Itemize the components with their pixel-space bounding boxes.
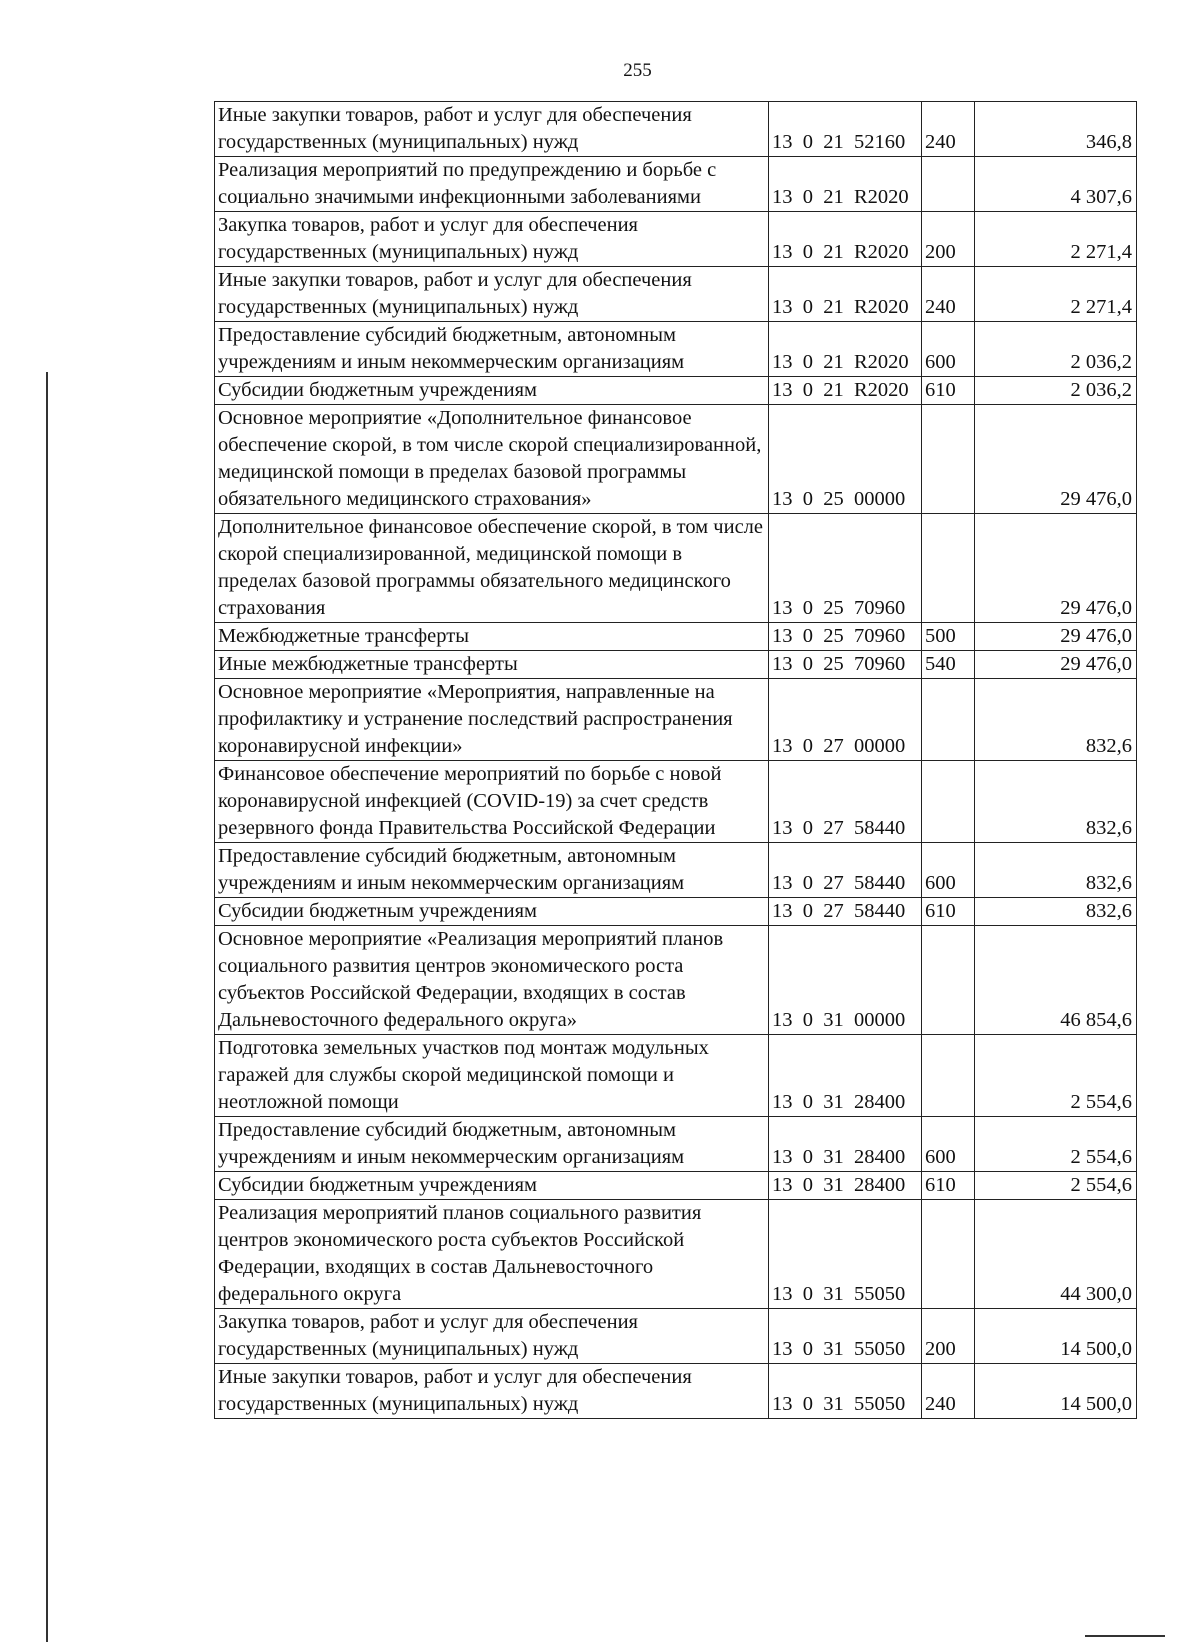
row-amount-cell: 2 271,4 (975, 267, 1137, 322)
row-expense-type-cell: 600 (922, 1117, 975, 1172)
row-name-cell: Дополнительное финансовое обеспечение скорой, в том числе скорой специализированной, медицинской помощи в пределах базовой программы обязательного медицинского страхования (215, 514, 769, 623)
table-row (215, 157, 1137, 212)
row-amount-cell: 2 554,6 (975, 1117, 1137, 1172)
row-amount-cell: 832,6 (975, 898, 1137, 926)
row-expense-type-cell (922, 679, 975, 761)
row-name-cell: Предоставление субсидий бюджетным, автономным учреждениям и иным некоммерческим организациям (215, 843, 769, 898)
row-amount-cell: 2 036,2 (975, 322, 1137, 377)
row-expense-type-cell: 610 (922, 898, 975, 926)
row-amount-cell: 29 476,0 (975, 514, 1137, 623)
row-amount-cell: 4 307,6 (975, 157, 1137, 212)
row-code-cell: 13 0 31 55050 (769, 1200, 922, 1309)
row-code-cell: 13 0 21 R2020 (769, 157, 922, 212)
row-code-cell: 13 0 31 28400 (769, 1172, 922, 1200)
table-row (215, 1309, 1137, 1364)
row-name-cell: Субсидии бюджетным учреждениям (215, 377, 769, 405)
page-number: 255 (623, 60, 652, 81)
row-name-cell: Предоставление субсидий бюджетным, автономным учреждениям и иным некоммерческим организациям (215, 322, 769, 377)
row-code-cell: 13 0 27 58440 (769, 843, 922, 898)
row-code-cell: 13 0 31 28400 (769, 1117, 922, 1172)
row-code-cell: 13 0 21 52160 (769, 102, 922, 157)
row-code-cell: 13 0 31 28400 (769, 1035, 922, 1117)
row-expense-type-cell: 240 (922, 267, 975, 322)
row-expense-type-cell: 500 (922, 623, 975, 651)
table-row (215, 212, 1137, 267)
row-expense-type-cell (922, 1035, 975, 1117)
table-row (215, 623, 1137, 651)
row-expense-type-cell: 610 (922, 1172, 975, 1200)
row-expense-type-cell (922, 157, 975, 212)
row-expense-type-cell: 200 (922, 1309, 975, 1364)
row-expense-type-cell (922, 405, 975, 514)
row-name-cell: Реализация мероприятий по предупреждению и борьбе с социально значимыми инфекционными заболеваниями (215, 157, 769, 212)
row-code-cell: 13 0 27 58440 (769, 761, 922, 843)
row-amount-cell: 832,6 (975, 761, 1137, 843)
table-row (215, 514, 1137, 623)
table-row (215, 377, 1137, 405)
table-row (215, 405, 1137, 514)
row-code-cell: 13 0 21 R2020 (769, 377, 922, 405)
row-amount-cell: 346,8 (975, 102, 1137, 157)
row-amount-cell: 2 554,6 (975, 1035, 1137, 1117)
table-row (215, 651, 1137, 679)
row-expense-type-cell (922, 926, 975, 1035)
row-name-cell: Закупка товаров, работ и услуг для обеспечения государственных (муниципальных) нужд (215, 1309, 769, 1364)
table-row (215, 1172, 1137, 1200)
row-code-cell: 13 0 31 55050 (769, 1364, 922, 1419)
row-amount-cell: 46 854,6 (975, 926, 1137, 1035)
row-expense-type-cell: 540 (922, 651, 975, 679)
row-expense-type-cell: 240 (922, 1364, 975, 1419)
row-expense-type-cell: 200 (922, 212, 975, 267)
row-amount-cell: 14 500,0 (975, 1364, 1137, 1419)
row-expense-type-cell (922, 1200, 975, 1309)
row-name-cell: Основное мероприятие «Мероприятия, направленные на профилактику и устранение последствий распространения коронавирусной инфекции» (215, 679, 769, 761)
table-row (215, 1364, 1137, 1419)
table-row (215, 1117, 1137, 1172)
budget-table-body (215, 102, 1137, 1419)
table-row (215, 926, 1137, 1035)
row-name-cell: Предоставление субсидий бюджетным, автономным учреждениям и иным некоммерческим организациям (215, 1117, 769, 1172)
row-code-cell: 13 0 25 70960 (769, 514, 922, 623)
row-name-cell: Финансовое обеспечение мероприятий по борьбе с новой коронавирусной инфекцией (COVID-19) за счет средств резервного фонда Правительства Российской Федерации (215, 761, 769, 843)
row-name-cell: Иные межбюджетные трансферты (215, 651, 769, 679)
row-amount-cell: 44 300,0 (975, 1200, 1137, 1309)
table-row (215, 761, 1137, 843)
row-code-cell: 13 0 21 R2020 (769, 212, 922, 267)
table-row (215, 102, 1137, 157)
row-name-cell: Подготовка земельных участков под монтаж модульных гаражей для службы скорой медицинской помощи и неотложной помощи (215, 1035, 769, 1117)
row-name-cell: Основное мероприятие «Реализация мероприятий планов социального развития центров экономического роста субъектов Российской Федерации, входящих в состав Дальневосточного федерального округа» (215, 926, 769, 1035)
row-code-cell: 13 0 31 55050 (769, 1309, 922, 1364)
row-name-cell: Иные закупки товаров, работ и услуг для обеспечения государственных (муниципальных) нужд (215, 267, 769, 322)
budget-table (214, 101, 1137, 1419)
row-name-cell: Иные закупки товаров, работ и услуг для обеспечения государственных (муниципальных) нужд (215, 1364, 769, 1419)
row-amount-cell: 29 476,0 (975, 405, 1137, 514)
row-code-cell: 13 0 31 00000 (769, 926, 922, 1035)
row-amount-cell: 29 476,0 (975, 623, 1137, 651)
row-name-cell: Иные закупки товаров, работ и услуг для обеспечения государственных (муниципальных) нужд (215, 102, 769, 157)
table-row (215, 322, 1137, 377)
row-expense-type-cell (922, 514, 975, 623)
row-amount-cell: 14 500,0 (975, 1309, 1137, 1364)
row-amount-cell: 832,6 (975, 679, 1137, 761)
row-name-cell: Межбюджетные трансферты (215, 623, 769, 651)
table-row (215, 1200, 1137, 1309)
table-row (215, 898, 1137, 926)
table-row (215, 267, 1137, 322)
footer-dash (1085, 1635, 1165, 1637)
margin-binding-line (46, 372, 48, 1642)
table-row (215, 843, 1137, 898)
row-code-cell: 13 0 21 R2020 (769, 322, 922, 377)
row-code-cell: 13 0 25 70960 (769, 651, 922, 679)
row-amount-cell: 29 476,0 (975, 651, 1137, 679)
row-name-cell: Реализация мероприятий планов социального развития центров экономического роста субъектов Российской Федерации, входящих в состав Дальневосточного федерального округа (215, 1200, 769, 1309)
row-code-cell: 13 0 21 R2020 (769, 267, 922, 322)
row-amount-cell: 2 554,6 (975, 1172, 1137, 1200)
row-amount-cell: 2 271,4 (975, 212, 1137, 267)
row-expense-type-cell (922, 761, 975, 843)
table-row (215, 679, 1137, 761)
row-expense-type-cell: 600 (922, 843, 975, 898)
row-amount-cell: 2 036,2 (975, 377, 1137, 405)
row-expense-type-cell: 600 (922, 322, 975, 377)
row-expense-type-cell: 240 (922, 102, 975, 157)
row-name-cell: Закупка товаров, работ и услуг для обеспечения государственных (муниципальных) нужд (215, 212, 769, 267)
row-amount-cell: 832,6 (975, 843, 1137, 898)
row-code-cell: 13 0 25 00000 (769, 405, 922, 514)
row-name-cell: Субсидии бюджетным учреждениям (215, 898, 769, 926)
row-name-cell: Основное мероприятие «Дополнительное финансовое обеспечение скорой, в том числе скорой специализированной, медицинской помощи в пределах базовой программы обязательного медицинского страхования» (215, 405, 769, 514)
row-name-cell: Субсидии бюджетным учреждениям (215, 1172, 769, 1200)
row-code-cell: 13 0 27 00000 (769, 679, 922, 761)
row-code-cell: 13 0 25 70960 (769, 623, 922, 651)
row-code-cell: 13 0 27 58440 (769, 898, 922, 926)
table-row (215, 1035, 1137, 1117)
row-expense-type-cell: 610 (922, 377, 975, 405)
